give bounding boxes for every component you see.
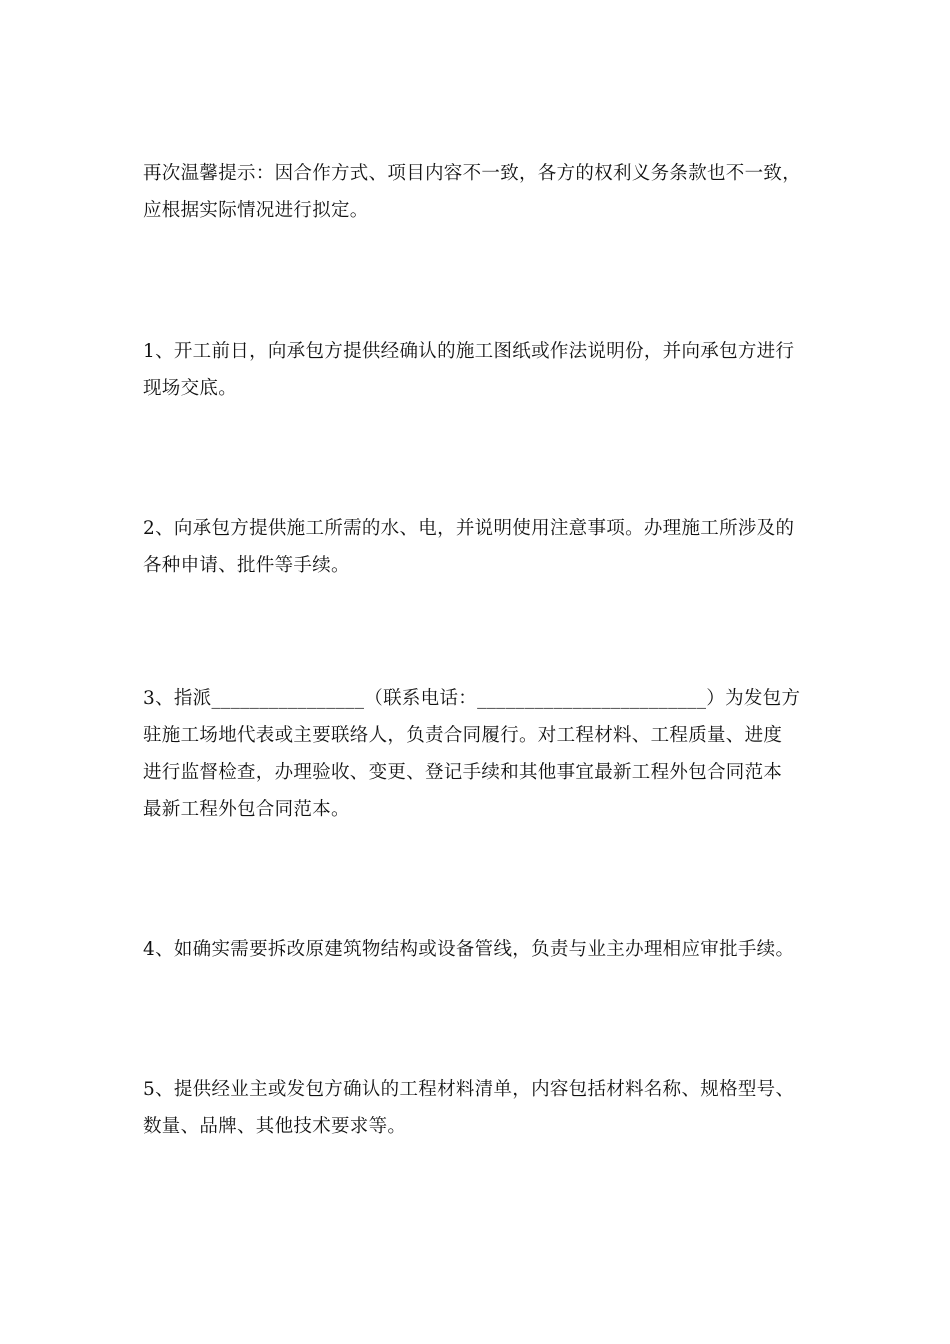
- paragraph-line: 最新工程外包合同范本。: [143, 799, 350, 820]
- clause-4-paragraph: [143, 931, 813, 968]
- paragraph-line: 再次温馨提示：因合作方式、项目内容不一致，各方的权利义务条款也不一致，: [143, 163, 802, 184]
- paragraph-line: 2、向承包方提供施工所需的水、电，并说明使用注意事项。办理施工所涉及的: [143, 518, 795, 539]
- paragraph-line: 数量、品牌、其他技术要求等。: [143, 1116, 407, 1137]
- paragraph-line: 驻施工场地代表或主要联络人，负责合同履行。对工程材料、工程质量、进度: [143, 725, 783, 746]
- clause-1-paragraph: [143, 333, 813, 407]
- paragraph-line: 各种申请、批件等手续。: [143, 555, 350, 576]
- paragraph-line: 4、如确实需要拆改原建筑物结构或设备管线，负责与业主办理相应审批手续。: [143, 939, 795, 960]
- clause-2-paragraph: [143, 510, 813, 584]
- reminder-paragraph: [143, 155, 813, 229]
- paragraph-line: 应根据实际情况进行拟定。: [143, 200, 369, 221]
- paragraph-line: 3、指派________________（联系电话：________________________）为发包方: [143, 688, 801, 709]
- paragraph-line: 现场交底。: [143, 378, 238, 399]
- paragraph-line: 1、开工前日，向承包方提供经确认的施工图纸或作法说明份，并向承包方进行: [143, 341, 795, 362]
- paragraph-line: 进行监督检查，办理验收、变更、登记手续和其他事宜最新工程外包合同范本: [143, 762, 783, 783]
- paragraph-line: 5、提供经业主或发包方确认的工程材料清单，内容包括材料名称、规格型号、: [143, 1079, 795, 1100]
- clause-3-paragraph: [143, 680, 813, 828]
- clause-5-paragraph: [143, 1071, 813, 1145]
